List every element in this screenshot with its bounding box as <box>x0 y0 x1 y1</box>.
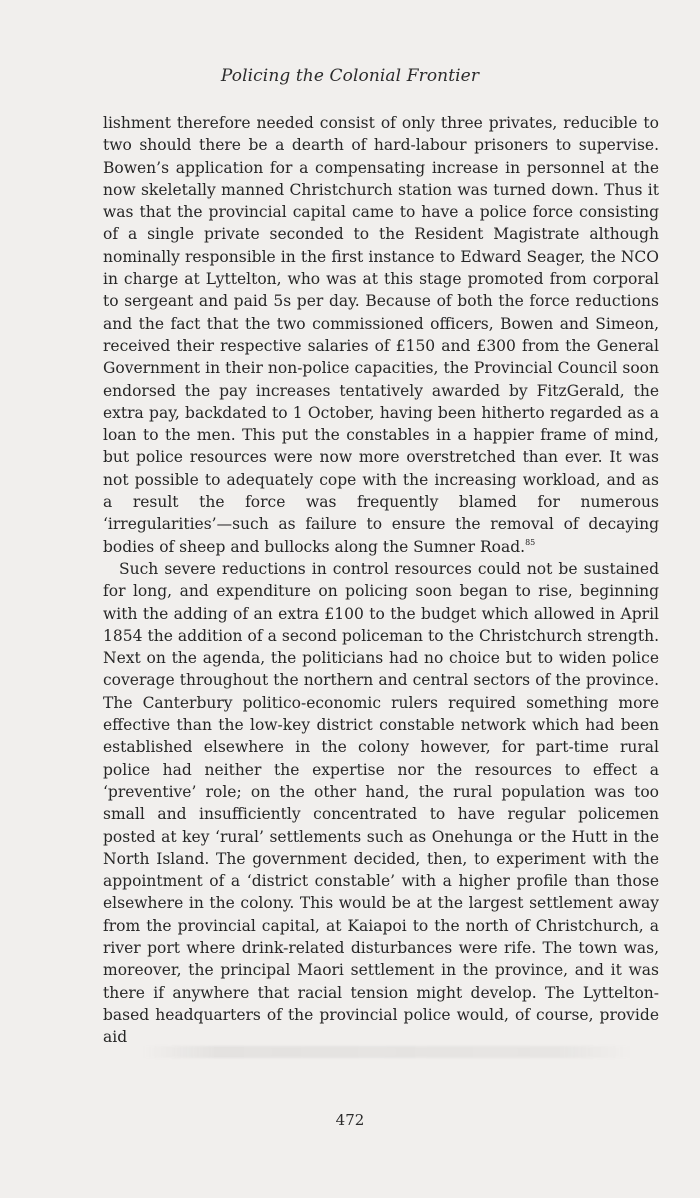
paragraph-2-text: Such severe reductions in control resources could not be sustained for long, and expenditure on policing soon began to rise, beginning with the adding of an extra £100 to the budget which allowed in April 1854 the addition of a second policeman to the Christchurch strength. Next on the agenda, the politicians had no choice but to widen police coverage throughout the northern and central sectors of the province. The Canterbury politico-economic rulers required something more effective than the low-key district constable network which had been established elsewhere in the colony however, for part-time rural police had neither the expertise nor the resources to effect a ‘preventive’ role; on the other hand, the rural population was too small and insufficiently concentrated to have regular policemen posted at key ‘rural’ settlements such as Onehunga or the Hutt in the North Island. The government decided, then, to experiment with the appointment of a ‘district constable’ with a higher profile than those elsewhere in the colony. This would be at the largest settlement away from the provincial capital, at Kaiapoi to the north of Christchurch, a river port where drink-related disturbances were rife. The town was, moreover, the principal Maori settlement in the province, and it was there if anywhere that racial tension might develop. The Lyttelton-based headquarters of the provincial police would, of course, provide aid <box>103 559 659 1047</box>
paragraph-2 <box>103 558 659 1049</box>
running-head: Policing the Colonial Frontier <box>220 66 480 86</box>
body-text <box>103 112 659 1048</box>
paragraph-1 <box>103 112 659 558</box>
footnote-ref-85: 85 <box>525 537 536 547</box>
paragraph-1-text: lishment therefore needed consist of only three privates, reducible to two should there be a dearth of hard-labour prisoners to supervise. Bowen’s application for a compensating increase in personnel at the now skeletally manned Christchurch station was turned down. Thus it was that the provincial capital came to have a police force consisting of a single private seconded to the Resident Magistrate although nominally responsible in the first instance to Edward Seager, the NCO in charge at Lyttelton, who was at this stage promoted from corporal to sergeant and paid 5s per day. Because of both the force reductions and the fact that the two commissioned officers, Bowen and Simeon, received their respective salaries of £150 and £300 from the General Government in their non-police capacities, the Provincial Council soon endorsed the pay increases tentatively awarded by FitzGerald, the extra pay, backdated to 1 October, having been hitherto regarded as a loan to the men. This put the constables in a happier frame of mind, but police resources were now more overstretched than ever. It was not possible to adequately cope with the increasing workload, and as a result the force was frequently blamed for numerous ‘irregularities’—such as failure to ensure the removal of decaying bodies of sheep and bullocks along the Sumner Road. <box>103 114 659 556</box>
page-number: 472 <box>335 1111 365 1129</box>
bleed-through-mark <box>142 1046 632 1058</box>
